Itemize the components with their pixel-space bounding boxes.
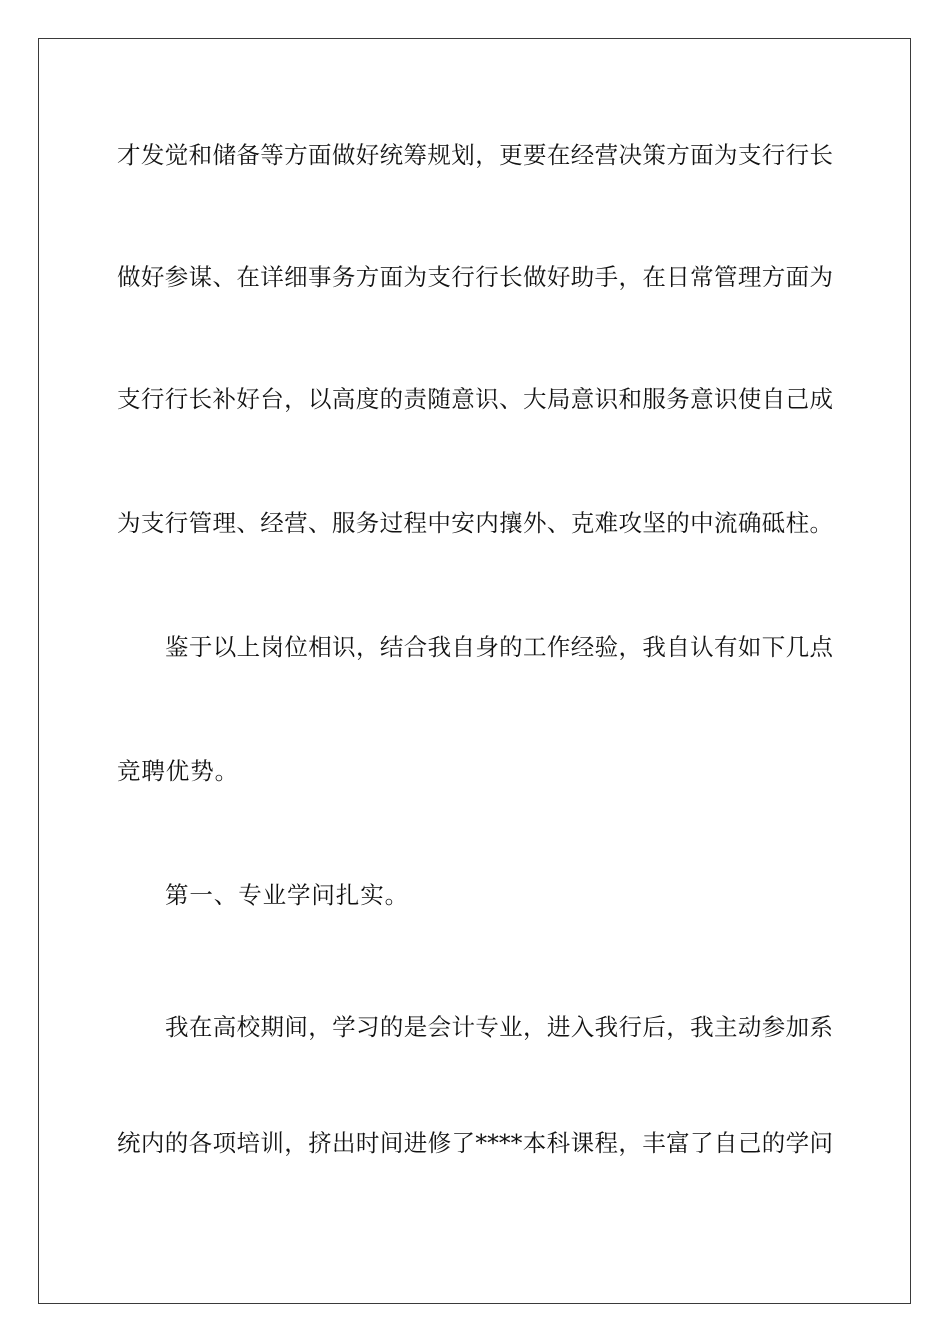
paragraph-line: 支行行长补好台，以高度的责随意识、大局意识和服务意识使自己成	[117, 385, 833, 413]
paragraph-line: 竞聘优势。	[117, 757, 239, 785]
paragraph-line: 统内的各项培训，挤出时间进修了****本科课程，丰富了自己的学问	[117, 1129, 833, 1157]
paragraph-line: 才发觉和储备等方面做好统筹规划，更要在经营决策方面为支行行长	[117, 141, 833, 169]
paragraph-line: 为支行管理、经营、服务过程中安内攘外、克难攻坚的中流确砥柱。	[117, 509, 833, 537]
paragraph-line: 我在高校期间，学习的是会计专业，进入我行后，我主动参加系	[165, 1013, 833, 1041]
paragraph-line: 做好参谋、在详细事务方面为支行行长做好助手，在日常管理方面为	[117, 263, 833, 291]
paragraph-line: 鉴于以上岗位相识，结合我自身的工作经验，我自认有如下几点	[165, 633, 833, 661]
page-frame	[38, 38, 911, 1304]
section-heading: 第一、专业学问扎实。	[165, 881, 409, 909]
